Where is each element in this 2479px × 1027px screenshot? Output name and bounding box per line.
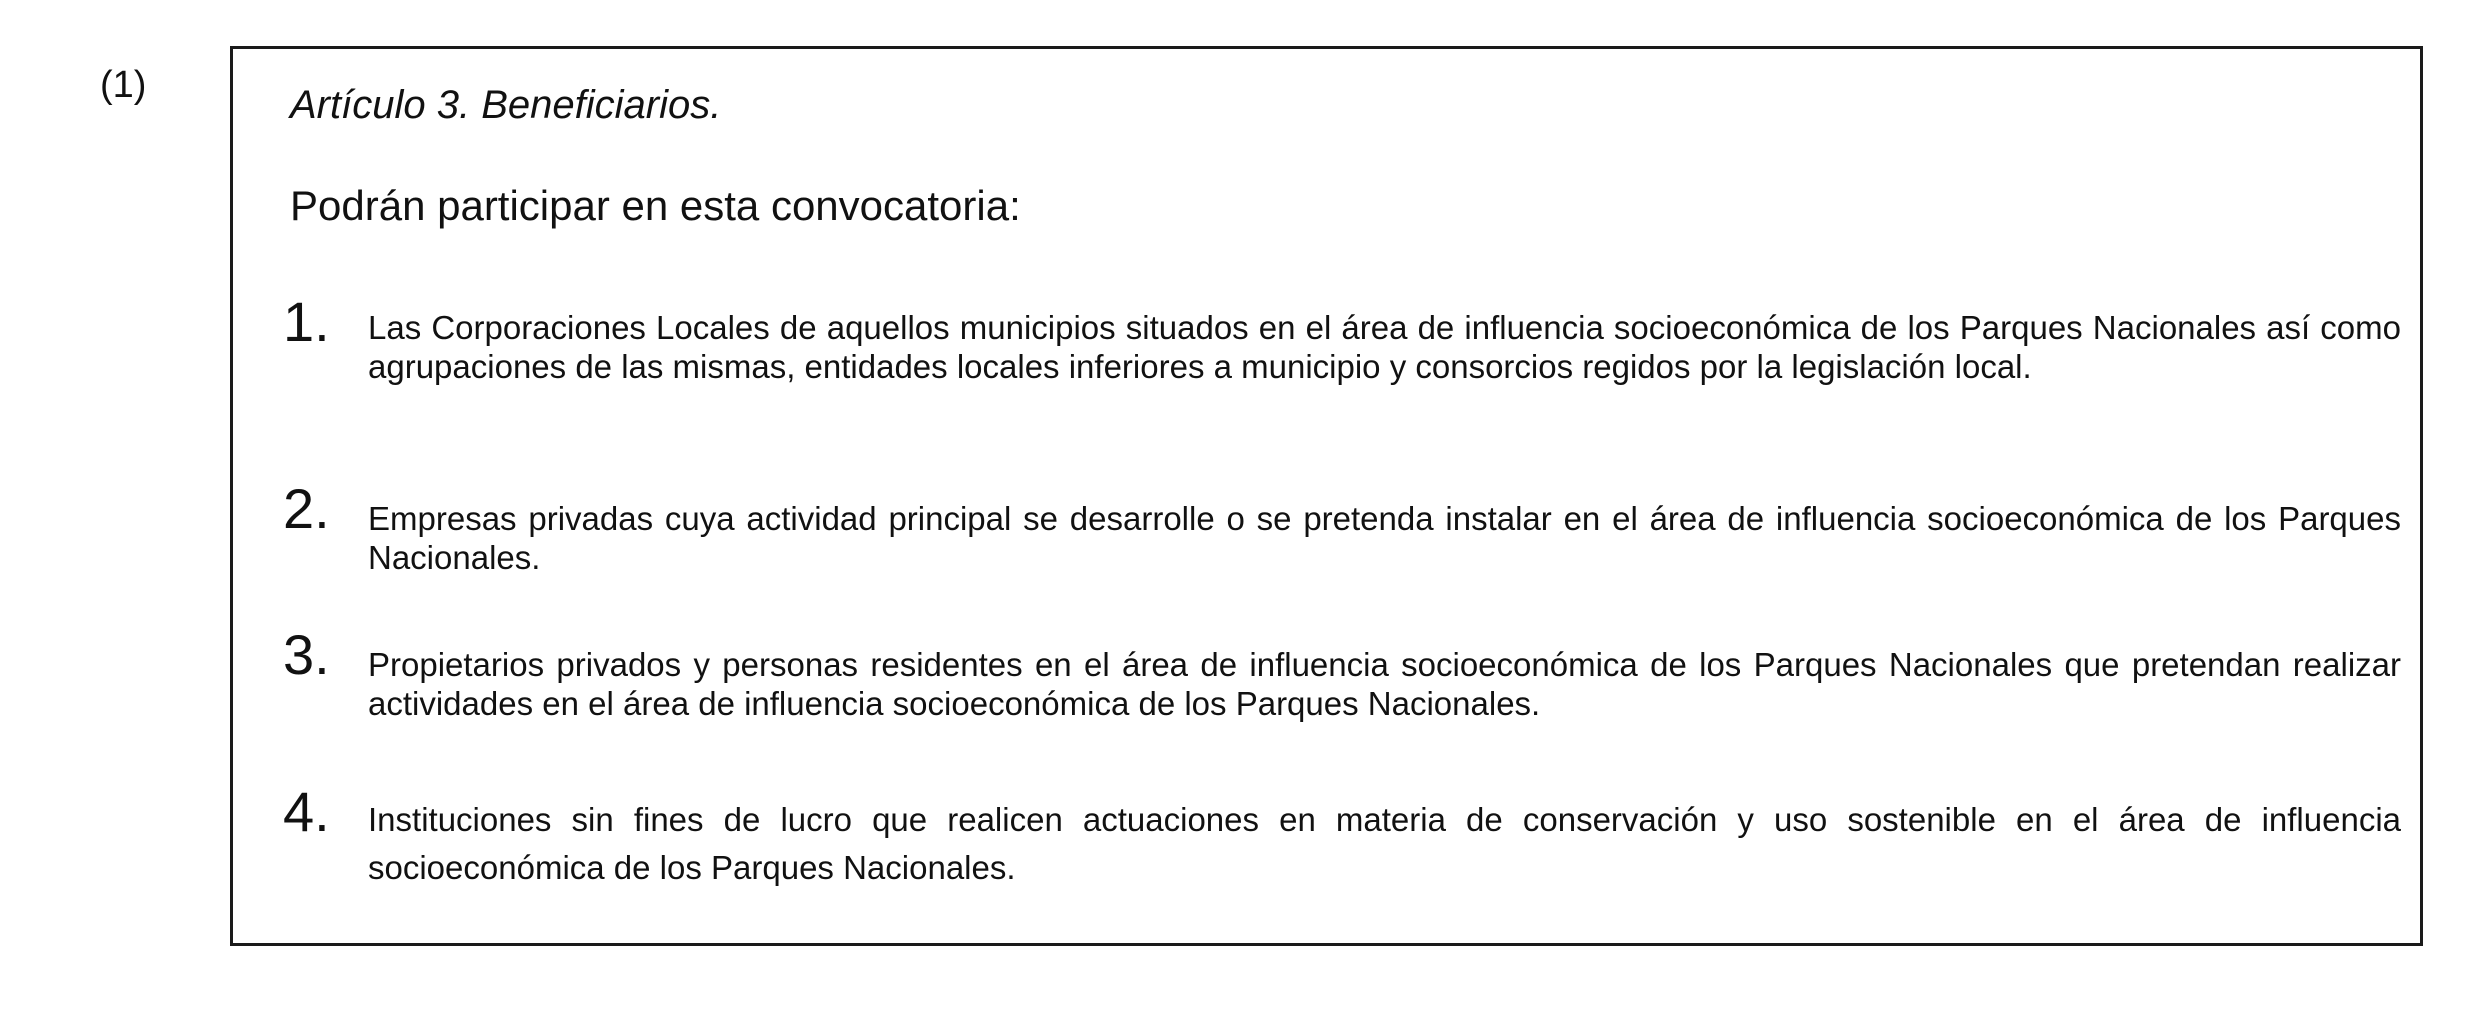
item-number: 3. (283, 623, 330, 686)
article-box (230, 46, 2423, 946)
item-text: Las Corporaciones Locales de aquellos municipios situados en el área de influencia socioeconómica de los Parques Nacionales así como agrupaciones de las mismas, entidades locales inferiores a municipio y consorcios regidos por la legislación local. (368, 309, 2401, 385)
article-intro: Podrán participar en esta convocatoria: (290, 182, 1021, 229)
item-text: Propietarios privados y personas residentes en el área de influencia socioeconómica de los Parques Nacionales que pretendan realizar actividades en el área de influencia socioeconómica de los Parques Nacionales. (368, 646, 2401, 722)
item-number: 4. (283, 780, 330, 843)
beneficiary-item (283, 780, 2401, 892)
article-title: Artículo 3. Beneficiarios. (290, 83, 722, 127)
reference-marker: (1) (100, 64, 147, 106)
item-text: Instituciones sin fines de lucro que realicen actuaciones en materia de conservación y uso sostenible en el área de influencia socioeconómica de los Parques Nacionales. (368, 801, 2401, 886)
beneficiary-item (283, 477, 2401, 577)
item-text: Empresas privadas cuya actividad principal se desarrolle o se pretenda instalar en el área de influencia socioeconómica de los Parques Nacionales. (368, 500, 2401, 576)
item-number: 2. (283, 477, 330, 540)
beneficiary-item (283, 623, 2401, 723)
beneficiary-item (283, 290, 2401, 386)
item-number: 1. (283, 290, 330, 353)
